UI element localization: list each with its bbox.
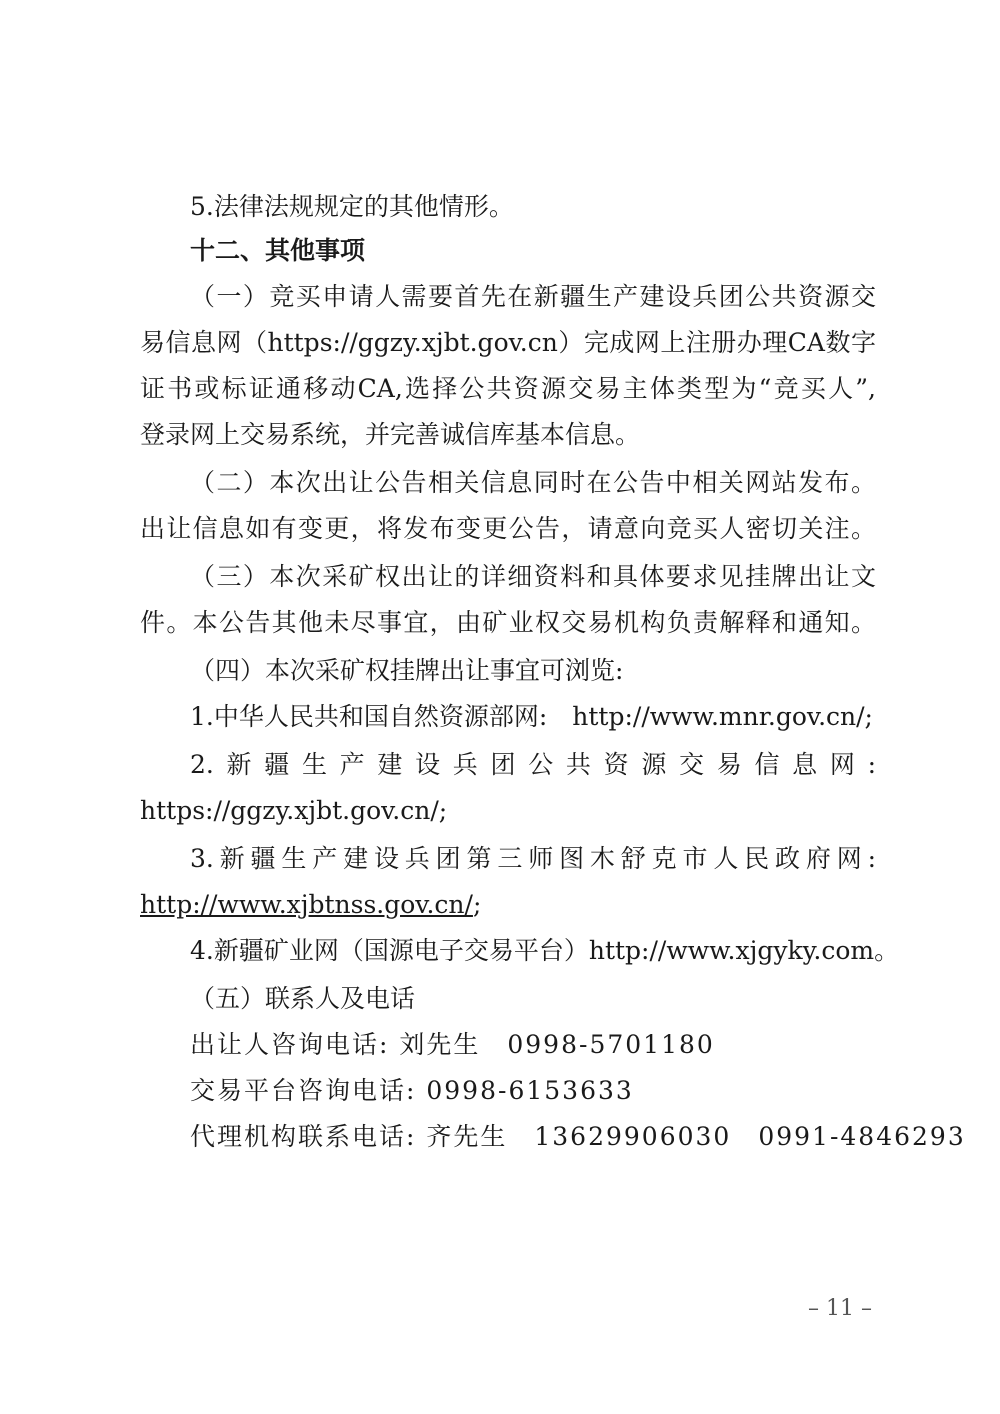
site-4-xjgyky: 4.新疆矿业网（国源电子交易平台）http://www.xjgyky.com。 <box>190 936 900 965</box>
paragraph-1-line-1: （一）竞买申请人需要首先在新疆生产建设兵团公共资源交 <box>190 282 876 311</box>
paragraph-1-line-3: 证书或标证通移动CA,选择公共资源交易主体类型为“竞买人”, <box>140 374 876 403</box>
paragraph-1-line-2: 易信息网（https://ggzy.xjbt.gov.cn）完成网上注册办理CA数字 <box>140 328 876 357</box>
site-3-url-tail: ; <box>472 890 482 919</box>
site-3-line-2 <box>140 890 876 920</box>
site-2-line-1: 2.新疆生产建设兵团公共资源交易信息网: <box>190 750 876 779</box>
contact-transferor: 出让人咨询电话: 刘先生 0998-5701180 <box>190 1030 715 1059</box>
paragraph-3-line-2: 件。本公告其他未尽事宜，由矿业权交易机构负责解释和通知。 <box>140 608 876 637</box>
contact-agency: 代理机构联系电话: 齐先生 13629906030 0991-4846293 <box>190 1122 966 1151</box>
paragraph-1-line-4: 登录网上交易系统，并完善诚信库基本信息。 <box>140 420 641 449</box>
item-5-other-circumstances: 5.法律法规规定的其他情形。 <box>190 192 514 221</box>
site-3-line-1: 3.新疆生产建设兵团第三师图木舒克市人民政府网: <box>190 844 876 873</box>
section-heading-other-matters: 十二、其他事项 <box>190 236 366 265</box>
page-number: – 11 – <box>808 1296 872 1321</box>
paragraph-2-line-2: 出让信息如有变更，将发布变更公告，请意向竞买人密切关注。 <box>140 514 876 543</box>
site-2-url: https://ggzy.xjbt.gov.cn/; <box>140 796 448 825</box>
site-1-mnr: 1.中华人民共和国自然资源部网: http://www.mnr.gov.cn/; <box>190 702 873 731</box>
paragraph-3-line-1: （三）本次采矿权出让的详细资料和具体要求见挂牌出让文 <box>190 562 876 591</box>
contact-trading-platform: 交易平台咨询电话: 0998-6153633 <box>190 1076 634 1105</box>
site-3-url-link[interactable]: http://www.xjbtnss.gov.cn/ <box>140 890 473 919</box>
paragraph-4-line-1: （四）本次采矿权挂牌出让事宜可浏览: <box>190 656 624 685</box>
paragraph-2-line-1: （二）本次出让公告相关信息同时在公告中相关网站发布。 <box>190 468 876 497</box>
paragraph-5-heading: （五）联系人及电话 <box>190 984 416 1013</box>
